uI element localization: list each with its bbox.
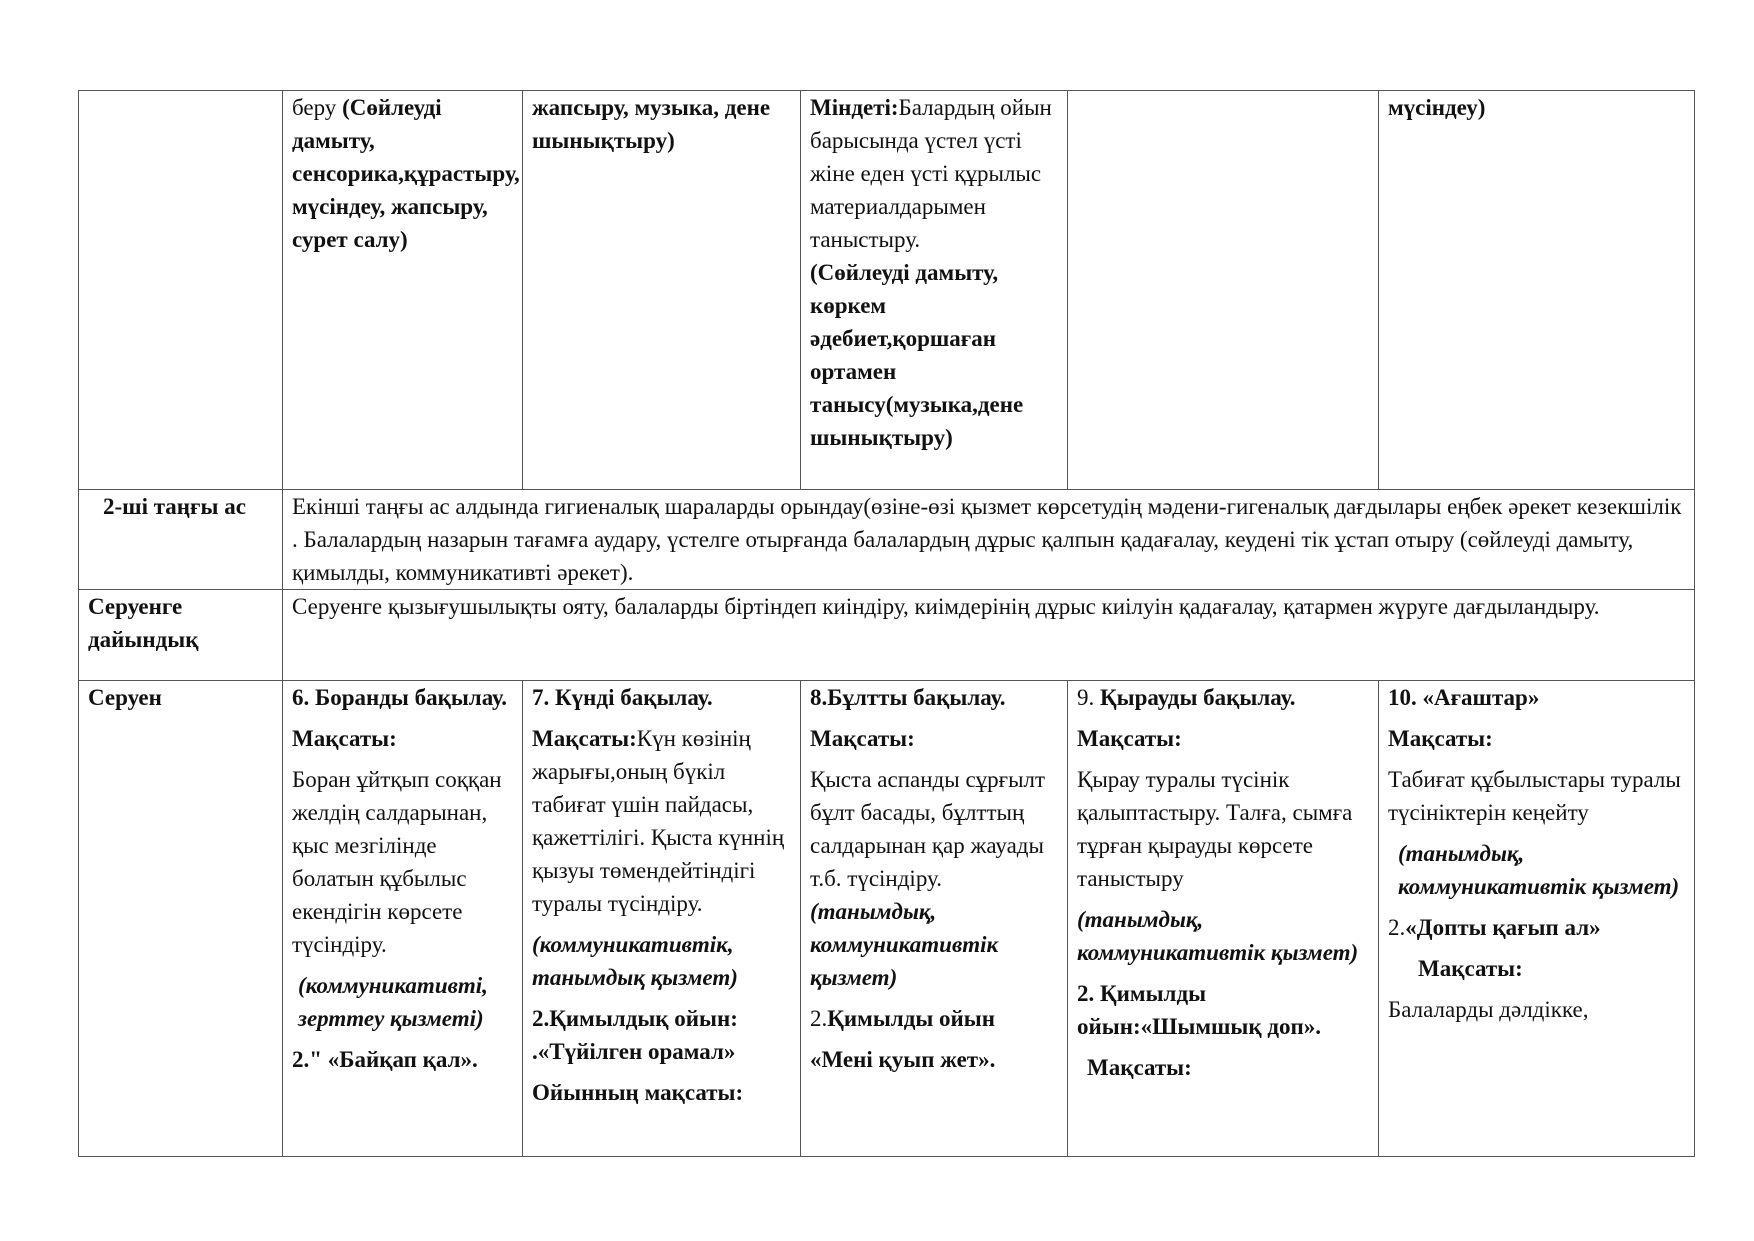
cell-walk-5 — [1379, 681, 1695, 1157]
game-goal-label: Мақсаты: — [1418, 956, 1523, 981]
cell-second-breakfast: Екінші таңғы ас алдында гигиеналық шараларды орындау(өзіне-өзі қызмет көрсетудің мәдени-гигеналық дағдылары еңбек әрекет кезекшілік . Балалардың назарын тағамға аудару, үстелге отырғанда балалардың дұрыс қалпын қадағалау, кеудені тік ұстап отыру (сөйлеуді дамыту, қимылды, коммуникативті әрекет). — [283, 490, 1695, 590]
activity-type: (танымдық, коммуникативтік қызмет) — [1398, 841, 1680, 899]
goal-label: Мақсаты: — [810, 726, 915, 751]
goal-text: Күн көзінің жарығы,оның бүкіл табиғат үшін пайдасы, қажеттілігі. Қыста күннің қызуы төмендейтіндігі туралы түсіндіру. — [532, 726, 785, 916]
task-text: Балардың ойын барысында үстел үсті жіне еден үсті құрылыс материалдарымен таныстыру. — [810, 95, 1052, 252]
observation-title: 10. «Ағаштар» — [1388, 685, 1540, 710]
goal-label: Мақсаты: — [1077, 726, 1182, 751]
goal-text: Табиғат құбылыстары туралы түсініктерін кеңейту — [1388, 767, 1681, 825]
game-goal-label: Ойынның мақсаты: — [532, 1080, 744, 1105]
activity-type: (танымдық, коммуникативтік қызмет) — [1077, 907, 1359, 965]
goal-text: Қыста аспанды сұрғылт бұлт басады, бұлттың салдарынан қар жауады т.б. түсіндіру. — [810, 767, 1046, 891]
cell-walk-3 — [801, 681, 1068, 1157]
goal-text: Қырау туралы түсінік қалыптастыру. Талға, сымға тұрған қырауды көрсете таныстыру — [1077, 767, 1353, 891]
cell-cont-5 — [1379, 91, 1695, 490]
cell-bold-text: (Сөйлеуді дамыту, көркем әдебиет,қоршаған ортамен танысу(музыка,дене шынықтыру) — [810, 260, 1024, 450]
game-number: 2. — [810, 1006, 828, 1031]
game-label: «Допты қағып ал» — [1405, 915, 1601, 940]
cell-walk-1 — [283, 681, 523, 1157]
goal-label: Мақсаты: — [532, 726, 637, 751]
cell-text: беру — [292, 95, 343, 120]
activity-type: (коммуникативтік, танымдық қызмет) — [532, 932, 738, 990]
table-row-second-breakfast — [79, 490, 1695, 590]
cell-cont-2 — [523, 91, 801, 490]
cell-cont-3 — [801, 91, 1068, 490]
goal-label: Мақсаты: — [1388, 726, 1493, 751]
game-goal-label: Мақсаты: — [1087, 1055, 1192, 1080]
cell-walk-2 — [523, 681, 801, 1157]
cell-walk-prep: Серуенге қызығушылықты ояту, балаларды біртіндеп киіндіру, киімдерінің дұрыс киілуін қадағалау, қатармен жүруге дағдыландыру. — [283, 590, 1695, 681]
observation-title — [1077, 681, 1370, 714]
game-name: «Мені қуып жет». — [810, 1047, 996, 1072]
game-title: 2. Қимылды ойын:«Шымшық доп». — [1077, 981, 1322, 1039]
cell-cont-1 — [283, 91, 523, 490]
activity-type: (танымдық, коммуникативтік қызмет) — [810, 899, 999, 990]
table-row-continuation — [79, 91, 1695, 490]
game-number: 2. — [1388, 915, 1406, 940]
goal-block — [532, 722, 792, 920]
game-title — [1388, 911, 1686, 944]
table-row-walk — [79, 681, 1695, 1157]
goal-label: Мақсаты: — [292, 726, 397, 751]
cell-walk-4 — [1068, 681, 1379, 1157]
title-number: 9. — [1077, 685, 1100, 710]
row-label-second-breakfast: 2-ші таңғы ас — [79, 490, 283, 590]
row-label-empty — [79, 91, 283, 490]
observation-title: 8.Бұлтты бақылау. — [810, 685, 1006, 710]
title-text: Қырауды бақылау. — [1100, 685, 1296, 710]
cell-cont-4 — [1068, 91, 1379, 490]
row-label-walk: Серуен — [79, 681, 283, 1157]
cell-bold-text: (Сөйлеуді дамыту, сенсорика,құрастыру, мүсіндеу, жапсыру, сурет салу) — [292, 95, 520, 252]
observation-title: 6. Боранды бақылау. — [292, 685, 507, 710]
observation-title: 7. Күнді бақылау. — [532, 685, 713, 710]
activity-type: (коммуникативті, зерттеу қызметі) — [298, 973, 488, 1031]
table-row-walk-prep — [79, 590, 1695, 681]
cell-bold-text: мүсіндеу) — [1388, 95, 1486, 120]
game-title: 2.Қимылдық ойын: .«Түйілген орамал» — [532, 1006, 738, 1064]
plan-table — [78, 90, 1695, 1157]
game-title: 2." «Байқап қал». — [292, 1047, 478, 1072]
task-label: Міндеті: — [810, 95, 899, 120]
goal-text: Боран ұйтқып соққан желдің салдарынан, қыс мезгілінде болатын құбылыс екендігін көрсете түсіндіру. — [292, 767, 502, 957]
game-label: Қимылды ойын — [827, 1006, 996, 1031]
game-title — [810, 1002, 1059, 1035]
cell-bold-text: жапсыру, музыка, дене шынықтыру) — [532, 95, 771, 153]
game-goal-text: Балаларды дәлдікке, — [1388, 997, 1589, 1022]
row-label-walk-prep: Серуенге дайындық — [79, 590, 283, 681]
